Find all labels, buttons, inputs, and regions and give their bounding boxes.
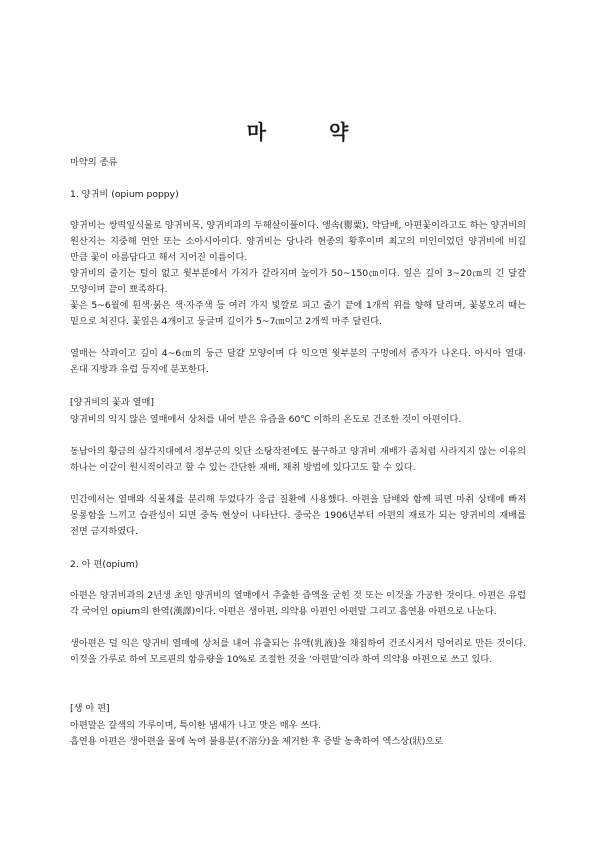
paragraph-raw-opium: 생아편은 덜 익은 양귀비 열매에 상처를 내어 유출되는 유액(乳液)을 채집하여 건조시켜서 덩어리로 만든 것이다. 이것을 가루로 하여 모르핀의 함유량을 10%로 조절한 것을 ‘아편말’이라 하여 의약용 아편으로 쓰고 있다. <box>70 638 526 665</box>
paragraph-opium-definition: 아편은 양귀비과의 2년생 초인 양귀비의 열매에서 추출한 즙액을 굳힌 것 또는 이것을 가공한 것이다. 아편은 유럽 각 국어인 opium의 한역(漢譯)이다. 아편은 생아편, 의약용 아편인 아편말 그리고 흡연용 아편으로 나눈다. <box>70 590 526 617</box>
paragraph-opium-powder: 아편말은 갈색의 가루이며, 특이한 냄새가 나고 맛은 매우 쓰다. <box>70 720 322 731</box>
paragraph-poppy-flower: 꽃은 5~6월에 흰색·붉은 색·자주색 등 여러 가지 빛깔로 피고 줄기 끝에 1개씩 위를 향해 달리며, 꽃봉오리 때는 밑으로 처진다. 꽃잎은 4개이고 둥글며 길이가 5~7㎝이고 2개씩 마주 달린다. <box>70 300 526 327</box>
section-heading-drug-types: 마약의 종류 <box>70 157 118 168</box>
paragraph-poppy-fruit: 열매는 삭과이고 길이 4~6㎝의 둥근 달걀 모양이며 다 익으면 윗부분의 구멍에서 종자가 나온다. 아시아 열대·온대 지방과 유럽 등지에 분포한다. <box>70 348 526 375</box>
paragraph-smoking-opium: 흡연용 아편은 생아편을 물에 녹여 불용분(不溶分)을 제거한 후 증발 농축하여 엑스상(狀)으로 <box>70 736 444 747</box>
section-heading-opium: 2. 아 편(opium) <box>70 559 139 570</box>
section-heading-flower-and-fruit: [양귀비의 꽃과 열매] <box>70 397 155 408</box>
section-heading-raw-opium: [생 아 편] <box>70 703 110 714</box>
paragraph-folk-use: 민간에서는 열매와 식물체를 분리해 두었다가 응급 질환에 사용했다. 아편을 담배와 함께 피면 마취 상태에 빠져 몽롱함을 느끼고 습관성이 되면 중독 현상이 나타난다. 중국은 1906년부터 아편의 재료가 되는 양귀비의 재배를 전면 금지하였다. <box>70 494 526 537</box>
paragraph-poppy-stem: 양귀비의 줄기는 털이 없고 윗부분에서 가지가 갈라지며 높이가 50~150㎝이다. 잎은 길이 3~20㎝의 긴 달걀 모양이며 끝이 뾰족하다. <box>70 268 526 295</box>
paragraph-opium-origin: 양귀비의 익지 않은 열매에서 상처를 내어 받은 유즙을 60℃ 이하의 온도로 건조한 것이 아편이다. <box>70 414 462 425</box>
paragraph-poppy-intro: 양귀비는 쌍떡잎식물로 양귀비목, 양귀비과의 두해살이풀이다. 앵속(罌粟), 약담배, 아편꽃이라고도 하는 양귀비의 원산지는 지중해 연안 또는 소아시아이다. 양귀비는 당나라 현종의 황후이며 최고의 미인이었던 양귀비에 비길 만큼 꽃이 아름답다고 해서 지어진 이름이다. <box>70 220 526 263</box>
document-title: 마 약 <box>246 120 377 144</box>
paragraph-golden-triangle: 동남아의 황금의 삼각지대에서 정부군의 잇단 소탕작전에도 불구하고 양귀비 재배가 좀처럼 사라지지 않는 이유의 하나는 이같이 원시적이라고 할 수 있는 간단한 재배, 채취 방법에 있다고도 할 수 있다. <box>70 446 526 473</box>
section-heading-opium-poppy: 1. 양귀비 (opium poppy) <box>70 189 179 200</box>
